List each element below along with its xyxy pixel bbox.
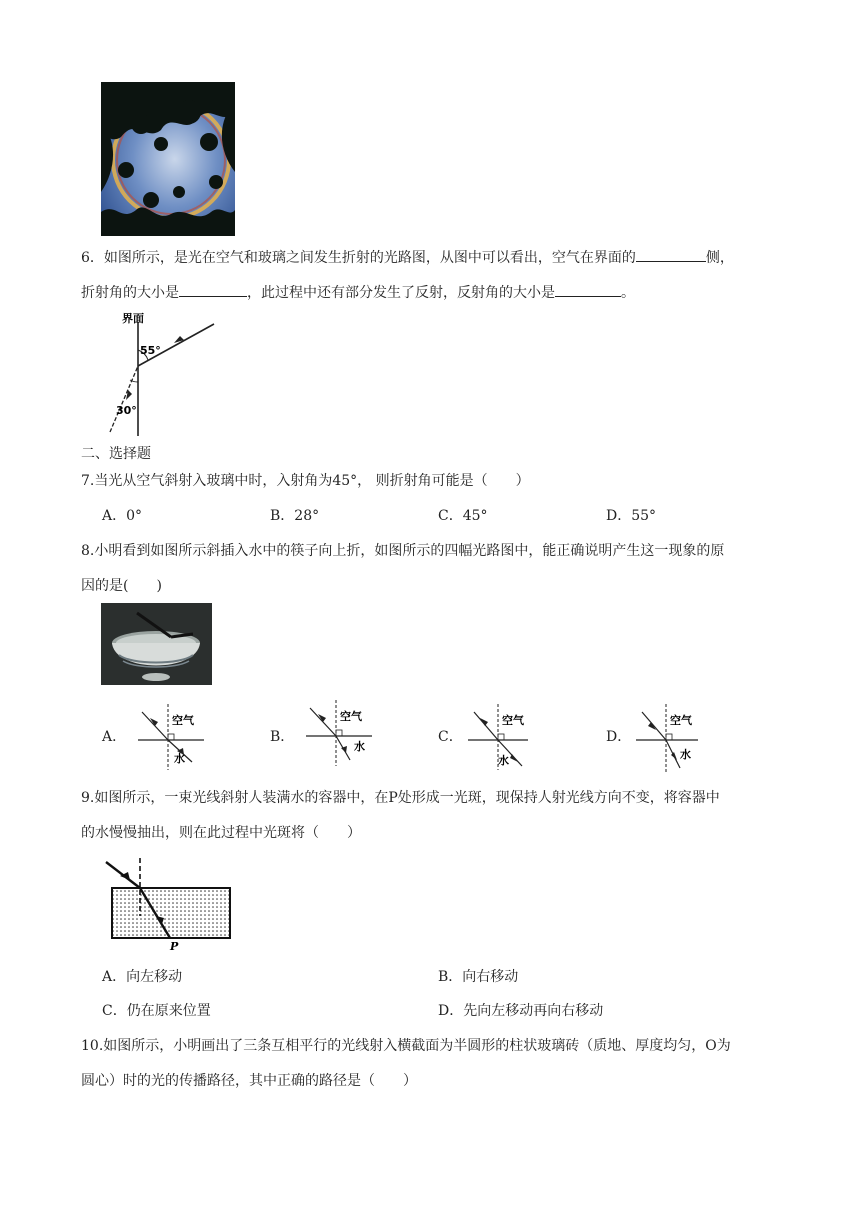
q8-b-water-label: 水: [354, 740, 365, 753]
halo-photo: [101, 82, 235, 236]
q6-text-2b: ，此过程中还有部分发生了反射，反射角的大小是: [247, 285, 555, 301]
q8-option-a-diagram: [128, 702, 208, 772]
q6-line1: [81, 247, 734, 268]
q9-point-label: P: [170, 940, 179, 952]
q8-option-d-letter: D．: [606, 729, 632, 745]
q7-question: 7.当光从空气斜射入玻璃中时，入射角为45°， 则折射角可能是（ ）: [81, 473, 530, 489]
q7-option-d[interactable]: D．55°: [606, 508, 657, 524]
q8-a-water-label: 水: [174, 752, 185, 765]
q8-c-air-label: 空气: [502, 714, 524, 727]
q6-line2: [81, 282, 635, 303]
q9-option-a[interactable]: A．向左移动: [102, 969, 183, 985]
q8-option-d-diagram: [632, 702, 712, 774]
q6-refraction-figure: [100, 310, 230, 438]
chopstick-bowl-photo: [101, 603, 212, 685]
q8-option-c[interactable]: [438, 727, 463, 747]
q8-option-b-diagram: [296, 698, 376, 768]
q6-angle2-label: 30°: [116, 404, 137, 417]
q8-option-d[interactable]: [606, 727, 631, 747]
q8-option-a[interactable]: [102, 727, 126, 747]
q6-text-2-end: 。: [621, 285, 635, 301]
q8-option-a-letter: A．: [102, 729, 127, 745]
q7-option-a[interactable]: A．0°: [102, 508, 143, 524]
q6-text-1: ．如图所示，是光在空气和玻璃之间发生折射的光路图，从图中可以看出，空气在界面的: [89, 250, 636, 266]
q7-option-b[interactable]: B．28°: [270, 508, 320, 524]
q8-b-air-label: 空气: [340, 710, 362, 723]
section-title: 二、选择题: [81, 446, 151, 462]
q6-interface-label: 界面: [122, 312, 144, 325]
q7-option-c[interactable]: C．45°: [438, 508, 488, 524]
q6-blank-1[interactable]: [636, 247, 706, 262]
q6-number: 6: [81, 250, 90, 266]
q8-question-line1: 8.小明看到如图所示斜插入水中的筷子向上折，如图所示的四幅光路图中，能正确说明产生这一现象的原: [81, 543, 725, 559]
q8-question-line2: 因的是( ): [81, 578, 162, 594]
q8-option-b[interactable]: [270, 727, 294, 747]
q9-question-line1: 9.如图所示，一束光线斜射人装满水的容器中，在P处形成一光斑，现保持人射光线方向不变，将容器中: [81, 790, 720, 806]
q9-option-b[interactable]: B．向右移动: [438, 969, 519, 985]
q10-question-line2: 圆心）时的光的传播路径，其中正确的路径是（ ）: [81, 1073, 417, 1089]
q6-text-1-end: 侧，: [705, 250, 734, 266]
q8-option-b-letter: B．: [270, 729, 295, 745]
q8-option-c-diagram: [464, 702, 544, 772]
q6-angle1-label: 55°: [140, 344, 161, 357]
q9-option-c[interactable]: C．仍在原来位置: [102, 1003, 211, 1019]
q9-question-line2: 的水慢慢抽出，则在此过程中光斑将（ ）: [81, 825, 361, 841]
q6-text-2a: 折射角的大小是: [81, 285, 179, 301]
q8-d-air-label: 空气: [670, 714, 692, 727]
q8-d-water-label: 水: [680, 748, 691, 761]
q8-option-c-letter: C．: [438, 729, 463, 745]
q6-blank-2[interactable]: [179, 282, 247, 297]
q8-c-water-label: 水: [498, 754, 509, 767]
q9-container-figure: [100, 854, 234, 952]
q9-option-d[interactable]: D．先向左移动再向右移动: [438, 1003, 604, 1019]
q8-a-air-label: 空气: [172, 714, 194, 727]
q10-question-line1: 10.如图所示，小明画出了三条互相平行的光线射入横截面为半圆形的柱状玻璃砖（质地、厚度均匀，O为: [81, 1038, 731, 1054]
q6-blank-3[interactable]: [555, 282, 621, 297]
